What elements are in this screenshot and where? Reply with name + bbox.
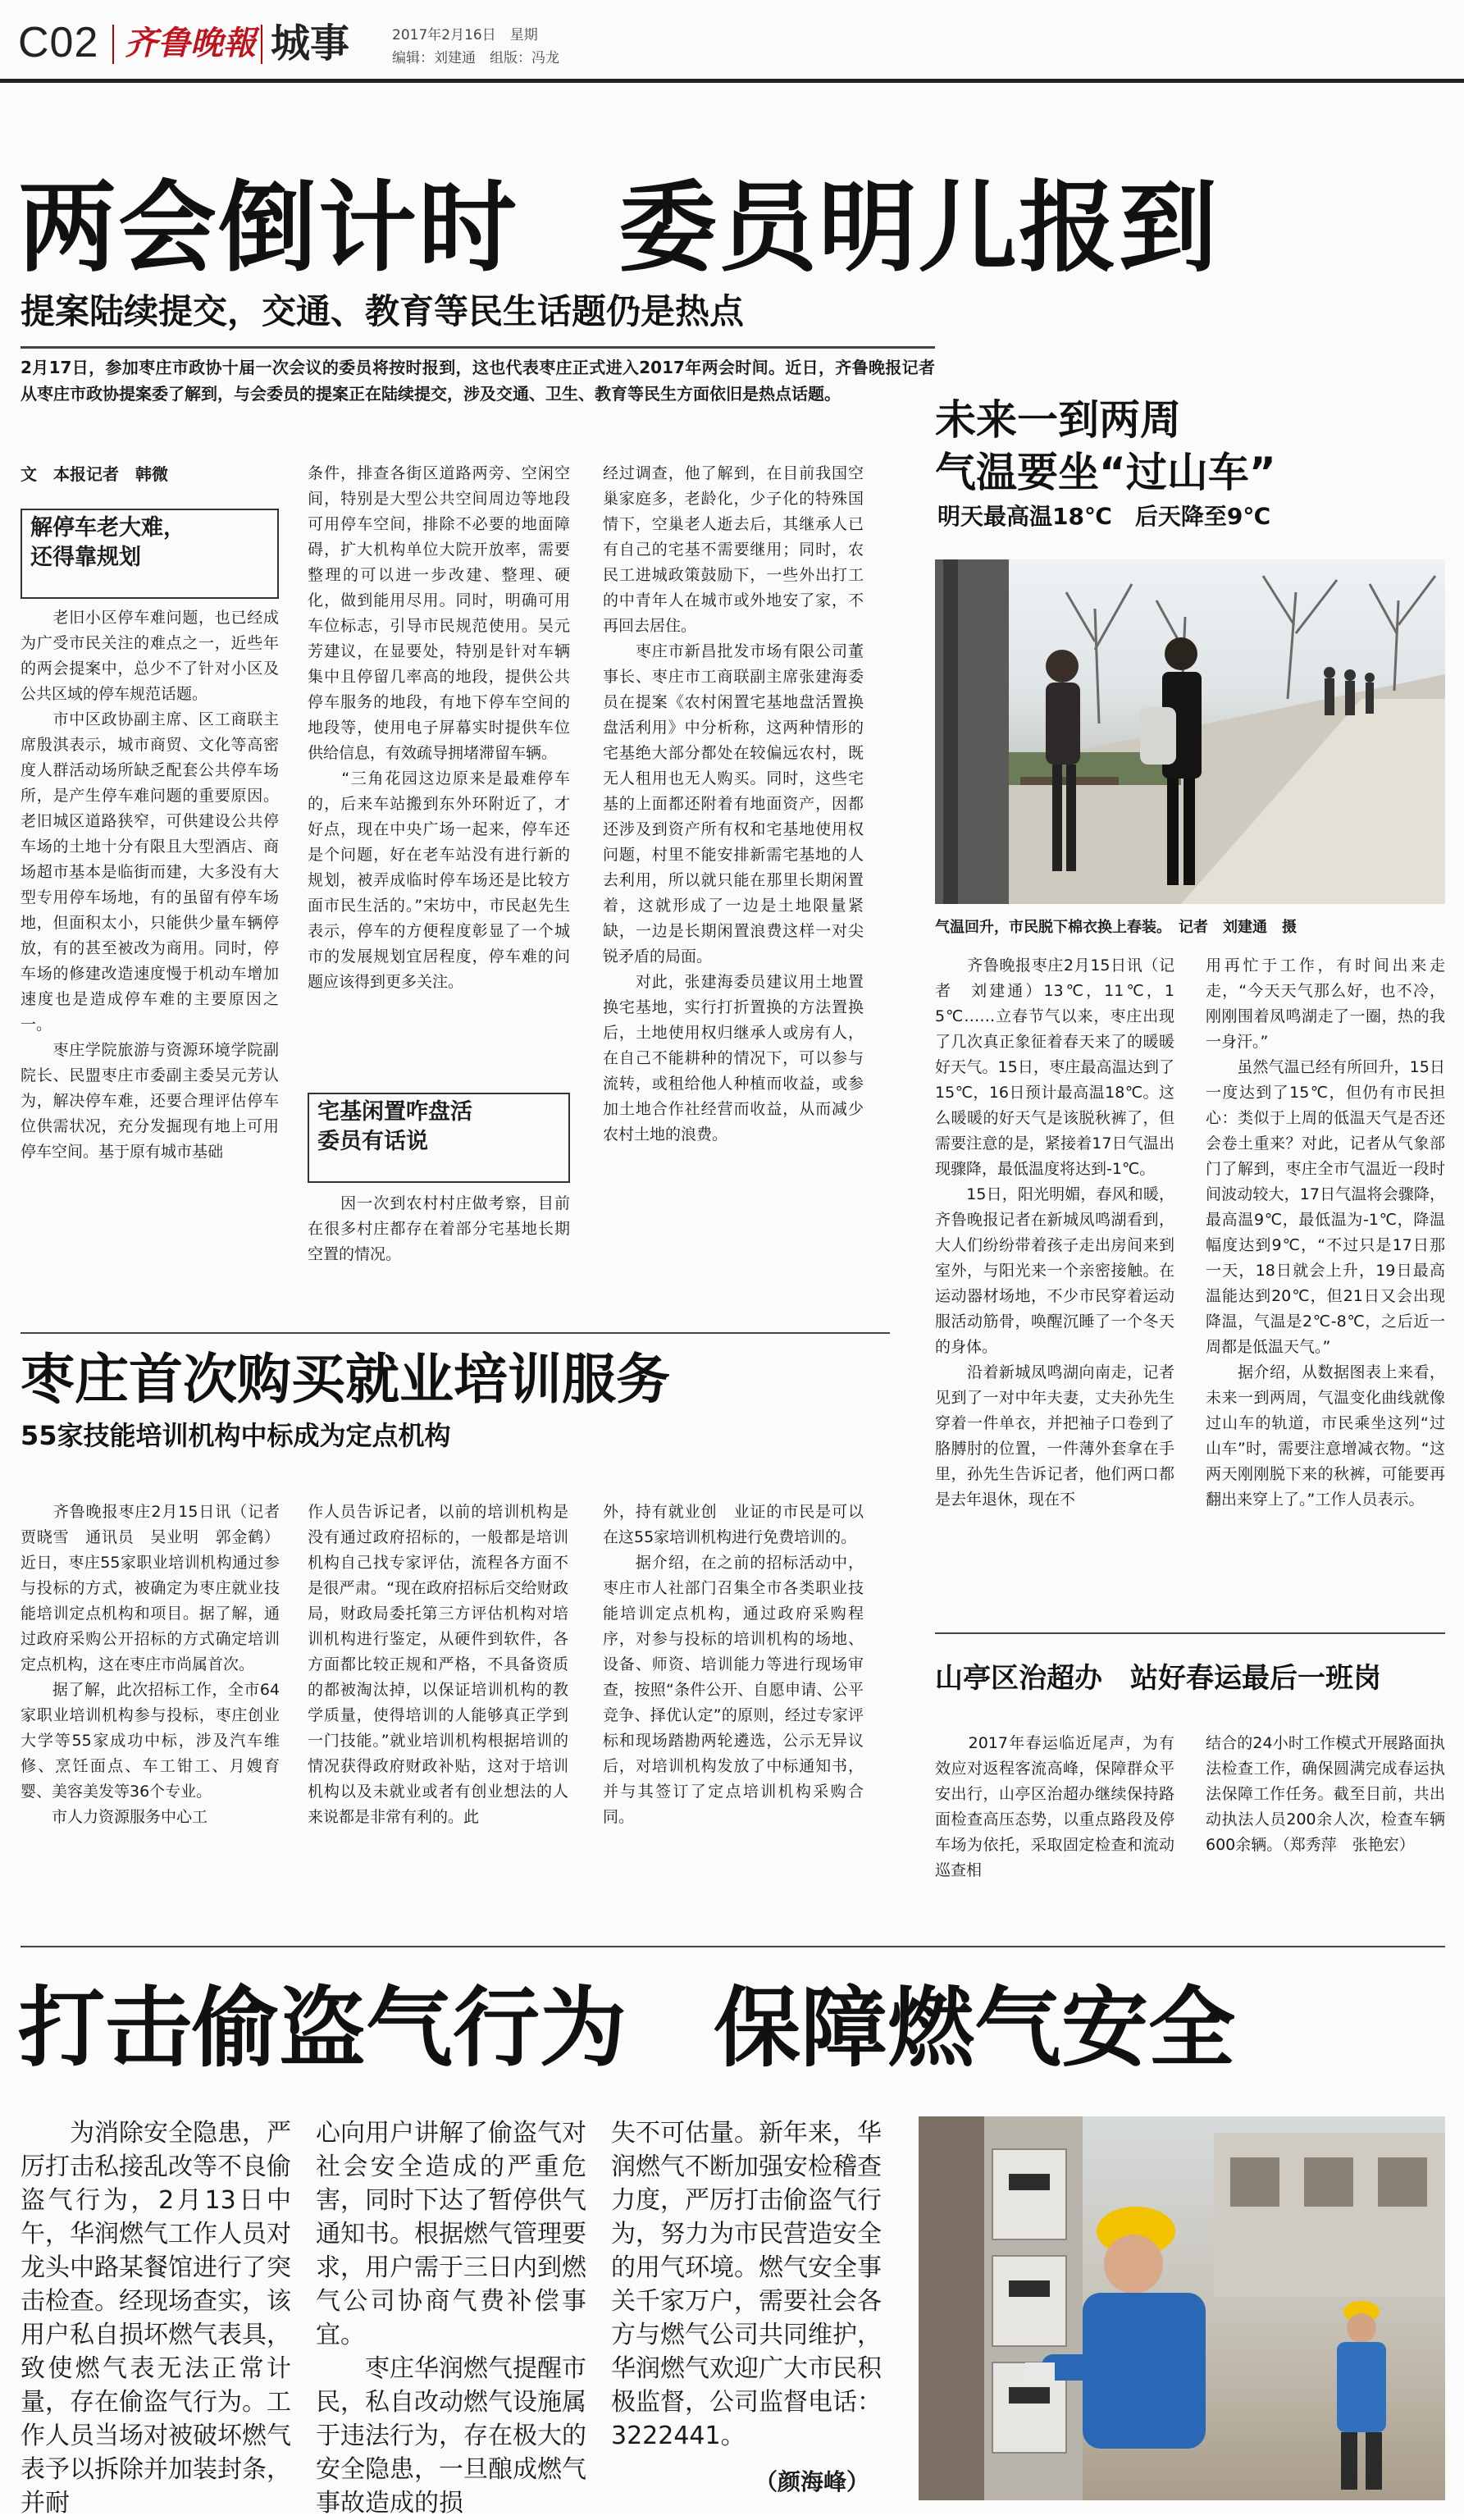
story4-column-2: 心向用户讲解了偷盗气对社会安全造成的严重危害，同时下达了暂停供气通知书。根据燃气管理要求，用户需于三日内到燃气公司协商气费补偿事宜。 枣庄华润燃气提醒市民，私自改动燃气设施属于违法行为，存在极大的安全隐患，一旦酿成燃气事故造成的损 xyxy=(316,2119,586,2518)
weather-photo xyxy=(935,559,1445,904)
weather-headline: 未来一到两周 气温要坐“过山车” xyxy=(935,396,1276,496)
story1-column-3: 经过调查，他了解到，在目前我国空巢家庭多，老龄化，少子化的特殊国情下，空巢老人逝去后，其继承人已有自己的宅基不需要继用；同时，农民工进城政策鼓励下，一些外出打工的中青年人在城市或外地安了家，不再回去居住。 枣庄市新昌批发市场有限公司董事长、枣庄市工商联副主席张建海委员在提案《农村闲置宅基地盘活置换盘活利用》中分析称，这两种情形的宅基绝大部分都处在较偏远农村，既无人租用也无人购买。同时，这些宅基的上面都还附着有地面资产，因都还涉及到资产所有权和宅基地使用权问题，村里不能安排新需宅基地的人去利用，所以就只能在那里长期闲置着，这就形成了一边是土地限量紧缺，一边是长期闲置浪费这样一对尖锐矛盾的局面。 对此，张建海委员建议用土地置换宅基地，实行打折置换的方法置换后，土地使用权归继承人或房有人，在自己不能耕种的情况下，可以参与流转，或租给他人种植而收益，或参加土地合作社经营而收益，从而减少农村土地的浪费。 xyxy=(603,464,864,1144)
section-rule xyxy=(21,1946,1445,1947)
paper-name-logo: 齐鲁晚報 xyxy=(125,24,256,62)
story2-column-2: 作人员告诉记者，以前的培训机构是没有通过政府招标的，一般都是培训机构自己找专家评估，流程各方面不是很严肃。“现在政府招标后交给财政局，财政局委托第三方评估机构对培训机构进行鉴定，从硬件到软件，各方面都比较正规和严格，不具备资质的都被淘汰掉，以保证培训机构的教学质量，使得培训的人能够真正学到一门技能。”就业培训机构根据培训的情况获得政府财政补贴，这对于培训机构以及未就业或者有创业想法的人来说都是非常有利的。此 xyxy=(308,1503,568,1826)
story2-headline: 枣庄首次购买就业培训服务 xyxy=(21,1348,670,1411)
story2-column-3: 外，持有就业创 业证的市民是可以在这55家培训机构进行免费培训的。 据介绍，在之前的招标活动中，枣庄市人社部门召集全市各类职业技能培训定点机构，通过政府采购程序，对参与投标的培训机构的场地、设备、师资、培训能力等进行现场审查，按照“条件公开、自愿申请、公平竞争、择优认定”的原则，经过专家评标和现场踏勘两轮遴选，公示无异议后，对培训机构发放了中标通知书，并与其签订了定点培训机构采购合同。 xyxy=(603,1503,864,1826)
story1-column-2b: 因一次到农村村庄做考察，目前在很多村庄都存在着部分宅基地长期空置的情况。 xyxy=(308,1194,570,1263)
gas-inspection-photo xyxy=(919,2116,1445,2500)
story4-credit: （颜海峰） xyxy=(755,2468,870,2495)
story1-headline: 两会倒计时 委员明儿报到 xyxy=(18,171,1219,285)
weather-photo-caption: 气温回升，市民脱下棉衣换上春装。 记者 刘建通 摄 xyxy=(935,919,1297,936)
story3-headline: 山亭区治超办 站好春运最后一班岗 xyxy=(935,1662,1381,1695)
story4-headline: 打击偷盗气行为 保障燃气安全 xyxy=(18,1978,1235,2079)
masthead-divider xyxy=(261,25,262,64)
lead-rule xyxy=(21,346,935,349)
masthead-divider xyxy=(112,25,114,64)
section-rule xyxy=(935,1632,1445,1634)
story1-box-parking: 解停车老大难， 还得靠规划 xyxy=(21,509,279,599)
weather-column-left: 齐鲁晚报枣庄2月15日讯（记者 刘建通）13℃，11℃，15℃……立春节气以来，枣庄出现了几次真正象征着春天来了的暖暖好天气。15日，枣庄最高温达到了15℃，16日预计最高温18℃。这么暖暖的好天气是该脱秋裤了，但需要注意的是，紧接着17日气温出现骤降，最低温度将达到-1℃。 15日，阳光明媚，春风和暖，齐鲁晚报记者在新城凤鸣湖看到，大人们纷纷带着孩子走出房间来到室外，与阳光来一个亲密接触。在运动器材场地，不少市民穿着运动服活动筋骨，唤醒沉睡了一个冬天的身体。 沿着新城凤鸣湖向南走，记者见到了一对中年夫妻，丈夫孙先生穿着一件单衣，并把袖子口卷到了胳膊肘的位置，一件薄外套拿在手里，孙先生告诉记者，他们两口都是去年退休，现在不 xyxy=(935,956,1174,1509)
weather-column-right: 用再忙于工作，有时间出来走走，“今天天气那么好，也不冷，刚刚围着凤鸣湖走了一圈，热的我一身汗。” 虽然气温已经有所回升，15日一度达到了15℃，但仍有市民担心：类似于上周的低温天气是否还会卷土重来？对此，记者从气象部门了解到，枣庄全市气温近一段时间波动较大，17日气温将会骤降，最高温9℃，最低温为-1℃，降温幅度达到9℃，“不过只是17日那一天，18日就会上升，19日最高温能达到20℃，但21日又会出现降温，气温是2℃-8℃，之后近一周都是低温天气。” 据介绍，从数据图表上来看，未来一到两周，气温变化曲线就像过山车的轨道，市民乘坐这列“过山车”时，需要注意增减衣物。“这两天刚刚脱下来的秋裤，可能要再翻出来穿上了。”工作人员表示。 xyxy=(1206,956,1445,1509)
story3-column-left: 2017年春运临近尾声，为有效应对返程客流高峰，保障群众平安出行，山亭区治超办继续保持路面检查高压态势，以重点路段及停车场为依托，采取固定检查和流动巡查相 xyxy=(935,1734,1174,1879)
section-rule xyxy=(21,1332,890,1334)
story2-column-1: 齐鲁晚报枣庄2月15日讯（记者 贾晓雪 通讯员 吴业明 郭金鹤）近日，枣庄55家职业培训机构通过参与投标的方式，被确定为枣庄就业技能培训定点机构和项目。据了解，通过政府采购公开招标的方式确定培训定点机构，这在枣庄市尚属首次。 据了解，此次招标工作，全市64家职业培训机构参与投标，枣庄创业大学等55家成功中标，涉及汽车维修、烹饪面点、车工钳工、月嫂育婴、美容美发等36个专业。 市人力资源服务中心工 xyxy=(21,1503,280,1826)
story1-subhead: 提案陆续提交，交通、教育等民生话题仍是热点 xyxy=(21,291,745,331)
worker-back xyxy=(1337,2301,1386,2490)
story1-byline: 文 本报记者 韩微 xyxy=(21,464,168,484)
page-code: C02 xyxy=(18,19,99,66)
story4-column-1: 为消除安全隐患，严厉打击私接乱改等不良偷盗气行为，2月13日中午，华润燃气工作人员对龙头中路某餐馆进行了突击检查。经现场查实，该用户私自损坏燃气表具，致使燃气表无法正常计量，存在偷盗气行为。工作人员当场对被破坏燃气表予以拆除并加装封条，并耐 xyxy=(21,2119,291,2518)
story1-lead: 2月17日，参加枣庄市政协十届一次会议的委员将按时报到，这也代表枣庄正式进入2017年两会时间。近日，齐鲁晚报记者从枣庄市政协提案委了解到，与会委员的提案正在陆续提交，涉及交通、卫生、教育等民生方面依旧是热点话题。 xyxy=(21,358,935,404)
story1-box-homestead: 宅基闲置咋盘活 委员有话说 xyxy=(308,1093,570,1183)
story2-subhead: 55家技能培训机构中标成为定点机构 xyxy=(21,1420,451,1451)
story4-column-3: 失不可估量。新年来，华润燃气不断加强安检稽查力度，严厉打击偷盗气行为，努力为市民营造安全的用气环境。燃气安全事关千家万户，需要社会各方与燃气公司共同维护，华润燃气欢迎广大市民积极监督，公司监督电话：3222441。 xyxy=(611,2119,882,2450)
section-name: 城事 xyxy=(271,21,350,66)
masthead-rule xyxy=(0,79,1464,83)
weather-subhead: 明天最高温18℃ 后天降至9℃ xyxy=(937,503,1271,530)
story3-column-right: 结合的24小时工作模式开展路面执法检查工作，确保圆满完成春运执法保障工作任务。截至目前，共出动执法人员200余人次，检查车辆600余辆。（郑秀萍 张艳宏） xyxy=(1206,1734,1445,1854)
issue-date: 2017年2月16日 星期 xyxy=(392,27,538,43)
story1-column-1: 老旧小区停车难问题，也已经成为广受市民关注的难点之一，近些年的两会提案中，总少不了针对小区及公共区域的停车规范话题。 市中区政协副主席、区工商联主席殷淇表示，城市商贸、文化等高密度人群活动场所缺乏配套公共停车场所，是产生停车难问题的重要原因。老旧城区道路狭窄，可供建设公共停车场的土地十分有限且大型酒店、商场超市基本是临街而建，大多没有大型专用停车场地，有的虽留有停车场地，但面积太小，只能供少量车辆停放，有的甚至被改为商用。同时，停车场的修建改造速度慢于机动车增加速度也是造成停车难的主要原因之一。 枣庄学院旅游与资源环境学院副院长、民盟枣庄市委副主委吴元芳认为，解决停车难，还要合理评估停车位供需状况，充分发掘现有地上可用停车空间。基于原有城市基础 xyxy=(21,609,279,1161)
editor-line: 编辑：刘建通 组版：冯龙 xyxy=(392,50,559,66)
story1-column-2a: 条件，排查各街区道路两旁、空闲空间，特别是大型公共空间周边等地段可用停车空间，排除不必要的地面障碍，扩大机构单位大院开放率，需要整理的可以进一步改建、整理、硬化，做到能用尽用。同时，明确可用车位标志，引导市民规范使用。吴元芳建议，在显要处，特别是针对车辆集中且停留几率高的地段，提供公共停车服务的地段，有地下停车空间的地段等，使用电子屏幕实时提供车位供给信息，有效疏导拥堵滞留车辆。 “三角花园这边原来是最难停车的，后来车站搬到东外环附近了，才好点，现在中央广场一起来，停车还是个问题，好在老车站没有进行新的规划，被弄成临时停车场还是比较方面市民生活的。”宋坊中，市民赵先生表示，停车的方便程度彰显了一个城市的发展规划宜居程度，停车难的问题应该得到更多关注。 xyxy=(308,464,570,991)
